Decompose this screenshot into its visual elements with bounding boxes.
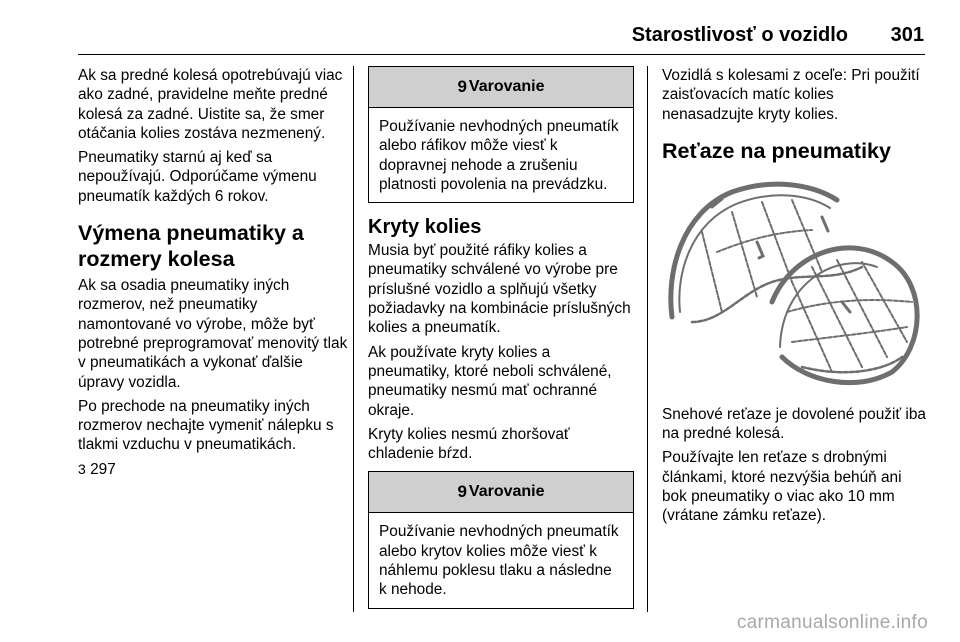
warning-triangle-icon: 9: [457, 77, 467, 96]
warning-body: [369, 513, 633, 607]
warning-title: Varovanie: [468, 483, 545, 501]
warning-header: [369, 67, 633, 108]
warning-text: Používanie nevhodných pneumatík alebo krytov kolies môže viesť k náhlemu poklesu tlaku a následne k nehode.: [379, 523, 619, 599]
paragraph: Musia byť použité ráfiky kolies a pneumatiky schválené vo výrobe pre príslušné vozidlo a splňujú všetky požiadavky na kombinácie príslušných kolies a pneumatík.: [368, 242, 631, 337]
header-divider: [78, 54, 925, 55]
page-header-title: Starostlivosť o vozidlo: [631, 24, 848, 46]
paragraph: Ak sa predné kolesá opotrebúvajú viac ako zadné, pravidelne meňte predné kolesá za zadné. Uistite sa, že smer otáčania kolies zostáva nezmenený.: [78, 67, 343, 142]
section-heading: Reťaze na pneumatiky: [662, 138, 891, 163]
snow-chain-illustration-icon: [662, 172, 928, 387]
paragraph: Kryty kolies nesmú zhoršovať chladenie bŕzd.: [368, 425, 570, 463]
reference-page: 297: [90, 460, 116, 478]
warning-title: Varovanie: [468, 78, 545, 95]
paragraph: Pneumatiky starnú aj keď sa nepoužívajú. Odporúčame výmenu pneumatík každých 6 rokov.: [78, 149, 317, 205]
column-divider-2: [647, 66, 648, 612]
paragraph: Ak používate kryty kolies a pneumatiky, ktoré neboli schválené, pneumatiky nesmú mať ochranné okraje.: [368, 343, 612, 419]
page-number: 301: [890, 24, 924, 46]
paragraph: Vozidlá s kolesami z oceľe: Pri použití zaisťovacích matíc kolies nenasadzujte kryty kolies.: [662, 67, 920, 123]
watermark: carmanualsonline.info: [736, 612, 928, 633]
section-heading: Výmena pneumatiky a rozmery kolesa: [78, 221, 304, 272]
warning-triangle-icon: 9: [457, 482, 467, 502]
column-3: [662, 66, 928, 531]
paragraph: Snehové reťaze je dovolené použiť iba na predné kolesá.: [662, 405, 926, 443]
warning-box: [368, 471, 634, 608]
column-2: [368, 66, 634, 621]
warning-box: [368, 66, 634, 203]
cross-reference[interactable]: [78, 460, 348, 479]
warning-text: Používanie nevhodných pneumatík alebo ráfikov môže viesť k dopravnej nehode a zrušeniu platnosti povolenia na prevádzku.: [379, 118, 619, 193]
paragraph: Po prechode na pneumatiky iných rozmerov nechajte vymeniť nálepku s tlakmi vzduchu v pneumatikách.: [78, 397, 334, 454]
column-1: [78, 66, 348, 484]
paragraph: Ak sa osadia pneumatiky iných rozmerov, než pneumatiky namontované vo výrobe, môže byť potrebné preprogramovať menovitý tlak v pneumatikách a vykonať ďalšie úpravy vozidla.: [78, 277, 348, 391]
paragraph: Používajte len reťaze s drobnými článkami, ktoré nezvýšia behúň ani bok pneumatiky o viac ako 10 mm (vrátane zámku reťaze).: [662, 449, 902, 525]
reference-arrow-icon: 3: [78, 460, 86, 477]
section-heading: Kryty kolies: [368, 216, 482, 239]
warning-header: [369, 472, 633, 513]
warning-body: [369, 108, 633, 202]
column-divider-1: [353, 66, 354, 612]
